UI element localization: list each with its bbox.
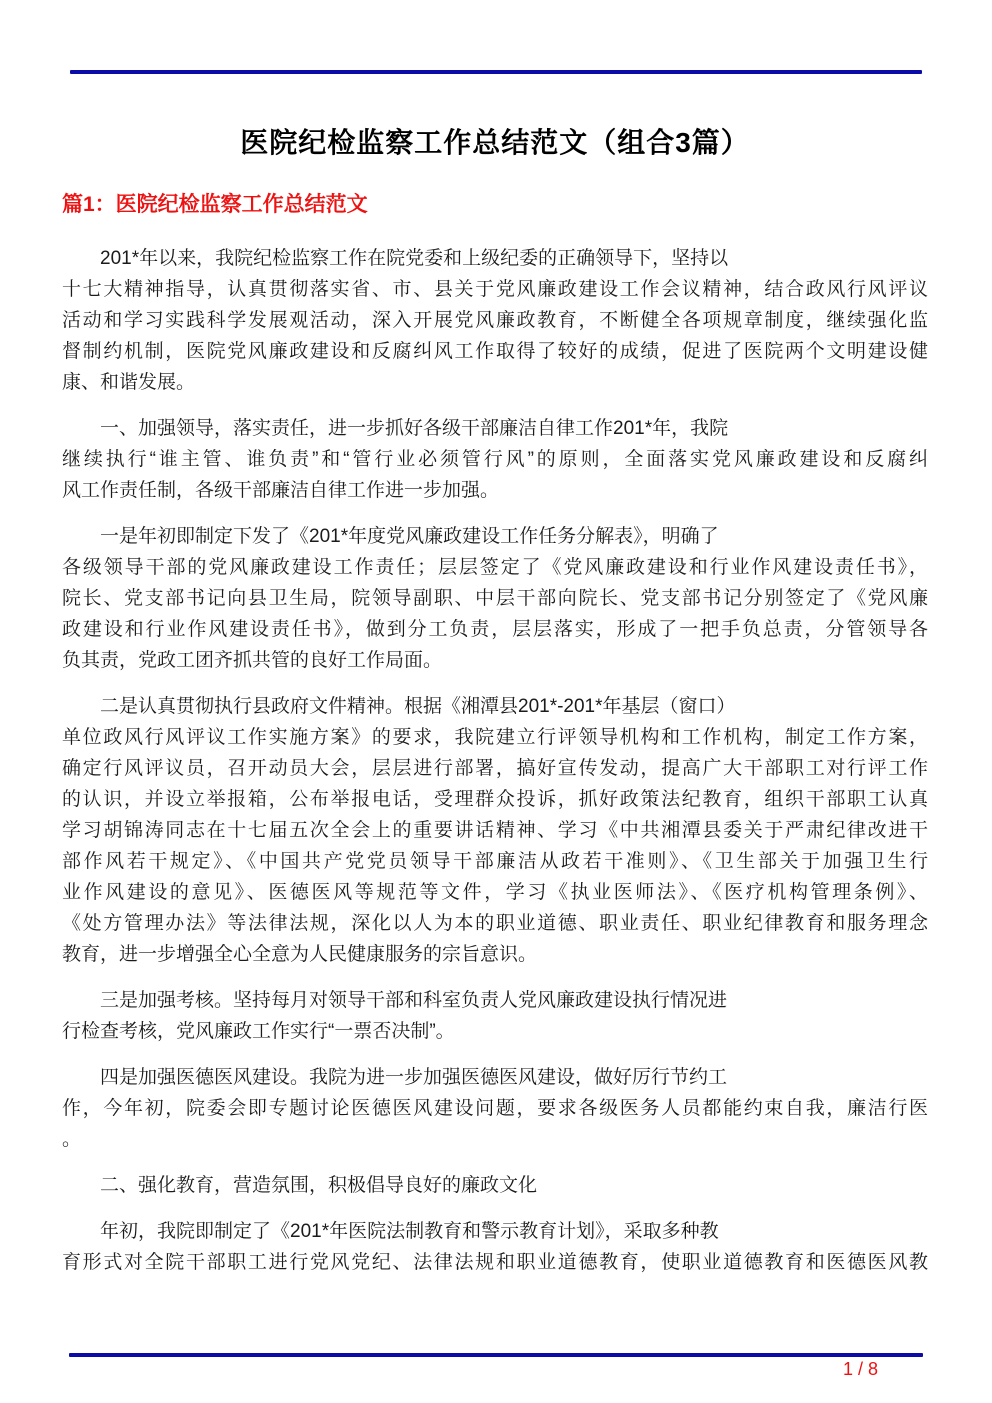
paragraphs: [62, 243, 928, 1278]
paragraph: [62, 521, 928, 676]
section-heading: 篇1：医院纪检监察工作总结范文: [62, 193, 368, 216]
text-line: 四是加强医德医风建设。我院为进一步加强医德医风建设，做好厉行节约工: [100, 1067, 728, 1088]
text-line: 201*年以来，我院纪检监察工作在院党委和上级纪委的正确领导下，坚持以: [100, 248, 729, 269]
paragraph: [62, 413, 928, 506]
text-line: 二、强化教育，营造氛围，积极倡导良好的廉政文化: [100, 1175, 538, 1196]
text-line: 政建设和行业作风建设责任书》，做到分工负责，层层落实，形成了一把手负总责，分管领导各: [62, 619, 928, 640]
text-line: 各级领导干部的党风廉政建设工作责任；层层签定了《党风廉政建设和行业作风建设责任书》，: [62, 557, 928, 578]
text-line: 《处方管理办法》等法律法规，深化以人为本的职业道德、职业责任、职业纪律教育和服务理念: [62, 913, 928, 934]
text-line: 。: [62, 1129, 82, 1150]
text-line: 活动和学习实践科学发展观活动，深入开展党风廉政教育，不断健全各项规章制度，继续强化监: [62, 310, 928, 331]
paragraph: [62, 985, 928, 1047]
text-line: 二是认真贯彻执行县政府文件精神。根据《湘潭县201*-201*年基层（窗口）: [100, 696, 736, 717]
footer-rule: [69, 1353, 923, 1357]
page-number: 1 / 8: [842, 1359, 878, 1379]
text-line: 作，今年初，院委会即专题讨论医德医风建设问题，要求各级医务人员都能约束自我，廉洁行医: [62, 1098, 928, 1119]
text-line: 继续执行“谁主管、谁负责”和“管行业必须管行风”的原则，全面落实党风廉政建设和反腐纠: [62, 449, 928, 470]
text-line: 教育，进一步增强全心全意为人民健康服务的宗旨意识。: [62, 944, 538, 965]
paragraph: [62, 1062, 928, 1155]
text-line: 一是年初即制定下发了《201*年度党风廉政建设工作任务分解表》，明确了: [100, 526, 719, 547]
paragraph: [62, 691, 928, 970]
document-content: [62, 0, 928, 1293]
text-line: 育形式对全院干部职工进行党风党纪、法律法规和职业道德教育，使职业道德教育和医德医风教: [62, 1252, 928, 1273]
paragraph: [62, 1216, 928, 1278]
document-title: 医院纪检监察工作总结范文（组合3篇）: [240, 127, 750, 158]
text-line: 康、和谐发展。: [62, 372, 196, 393]
text-line: 督制约机制，医院党风廉政建设和反腐纠风工作取得了较好的成绩，促进了医院两个文明建设健: [62, 341, 928, 362]
text-line: 的认识，并设立举报箱，公布举报电话，受理群众投诉，抓好政策法纪教育，组织干部职工认真: [62, 789, 928, 810]
header-rule: [70, 70, 922, 74]
paragraph: [62, 1170, 928, 1201]
text-line: 三是加强考核。坚持每月对领导干部和科室负责人党风廉政建设执行情况进: [100, 990, 728, 1011]
text-line: 一、加强领导，落实责任，进一步抓好各级干部廉洁自律工作201*年，我院: [100, 418, 729, 439]
paragraph: [62, 243, 928, 398]
text-line: 风工作责任制，各级干部廉洁自律工作进一步加强。: [62, 480, 500, 501]
text-line: 十七大精神指导，认真贯彻落实省、市、县关于党风廉政建设工作会议精神，结合政风行风评议: [62, 279, 928, 300]
text-line: 年初，我院即制定了《201*年医院法制教育和警示教育计划》，采取多种教: [100, 1221, 719, 1242]
text-line: 学习胡锦涛同志在十七届五次全会上的重要讲话精神、学习《中共湘潭县委关于严肃纪律改进干: [62, 820, 928, 841]
text-line: 院长、党支部书记向县卫生局，院领导副职、中层干部向院长、党支部书记分别签定了《党风廉: [62, 588, 928, 609]
text-line: 负其责，党政工团齐抓共管的良好工作局面。: [62, 650, 443, 671]
text-line: 单位政风行风评议工作实施方案》的要求，我院建立行评领导机构和工作机构，制定工作方案，: [62, 727, 928, 748]
text-line: 部作风若干规定》、《中国共产党党员领导干部廉洁从政若干准则》、《卫生部关于加强卫生行: [62, 851, 928, 872]
text-line: 业作风建设的意见》、医德医风等规范等文件，学习《执业医师法》、《医疗机构管理条例》、: [62, 882, 928, 903]
text-line: 行检查考核，党风廉政工作实行“一票否决制”。: [62, 1021, 455, 1042]
text-line: 确定行风评议员，召开动员大会，层层进行部署，搞好宣传发动，提高广大干部职工对行评工作: [62, 758, 928, 779]
